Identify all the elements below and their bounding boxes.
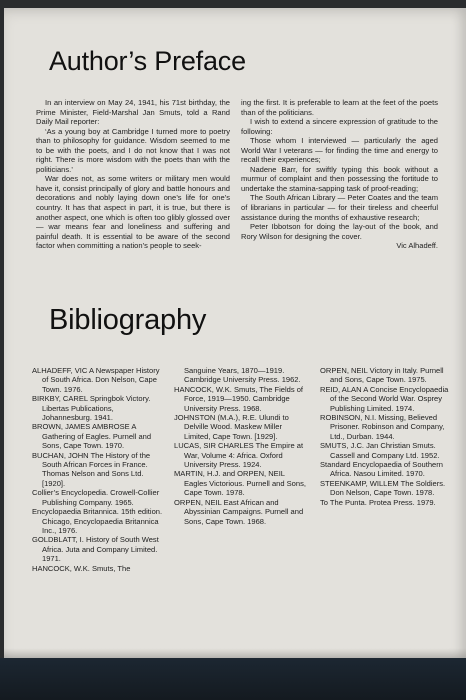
bibliography-entry: MARTIN, H.J. and ORPEN, NEIL Eagles Victorious. Purnell and Sons, Cape Town. 1978. [174,469,306,498]
preface-column-right [241,98,438,251]
bibliography-entry: ROBINSON, N.I. Missing, Believed Prisoner. Robinson and Company, Ltd., Durban. 1944. [320,413,445,441]
bibliography-entry: GOLDBLATT, I. History of South West Africa. Juta and Company Limited. 1971. [32,535,159,564]
bibliography-entry: LUCAS, SIR CHARLES The Empire at War, Volume 4: Africa. Oxford University Press. 1924. [174,441,304,470]
bibliography-entry: SMUTS, J.C. Jan Christian Smuts. Cassell and Company Ltd. 1952. [320,441,440,460]
preface-column-left [36,98,230,251]
preface-paragraph: Peter Ibbotson for doing the lay-out of the book, and Rory Wilson for designing the cover. [241,222,438,241]
author-signature: Vic Alhadeff. [396,241,438,251]
preface-paragraph: War does not, as some writers or military men would have it, consist principally of glory and battle honours and decorations and nobly laying down one’s life for one’s country. It has that aspect in part, it is true, but there is another aspect, one which is often too glibly glossed over — war means fear and loneliness and suffering and painful death. It is essential to be aware of the second factor when committing a nation’s people to seek- [36,174,230,251]
bibliography-entry: Standard Encyclopaedia of Southern Africa. Nasou Limited. 1970. [320,460,443,479]
bibliography-entry: Collier’s Encyclopedia. Crowell-Collier Publishing Company. 1965. [32,488,160,507]
bibliography-entry: BROWN, JAMES AMBROSE A Gathering of Eagles. Purnell and Sons, Cape Town. 1970. [32,422,152,451]
preface-paragraph: Nadene Barr, for swiftly typing this book without a murmur of complaint and then possessing the fortitude to undertake the stamina-sapping task of proof-reading; [241,164,438,193]
preface-paragraph: ing the first. It is preferable to learn at the feet of the poets than of the politicians. [241,98,438,117]
bibliography-entry: HANCOCK, W.K. Smuts, The Fields of Force, 1919—1950. Cambridge University Press. 1968. [174,384,304,413]
bibliography-entry: ORPEN, NEIL Victory in Italy. Purnell and Sons, Cape Town. 1975. [320,366,444,385]
bibliography-entry: JOHNSTON (M.A.), R.E. Ulundi to Delville Wood. Maskew Miller Limited, Cape Town. [1929]. [174,413,289,441]
bibliography-entry: Encyclopaedia Britannica. 15th edition. Chicago, Encyclopaedia Britannica Inc., 1976. [32,507,163,535]
bibliography-column-1 [32,366,165,573]
table-surface [0,658,466,700]
preface-paragraph: ‘As a young boy at Cambridge I turned more to poetry than to philosophy for guidance. Wisdom seemed to me to be with the poets, and I do not know that I was not right. There is more wisdom with the poets than with the politicians.’ [36,126,230,174]
preface-paragraph: In an interview on May 24, 1941, his 71st birthday, the Prime Minister, Field-Marshal Jan Smuts, told a Rand Daily Mail reporter: [36,98,230,127]
bibliography-title: Bibliography [49,304,207,336]
bibliography-entry: REID, ALAN A Concise Encyclopaedia of the Second World War. Osprey Publishing Limited. 1974. [320,384,449,413]
bibliography-entry: ALHADEFF, VIC A Newspaper History of South Africa. Don Nelson, Cape Town. 1976. [32,366,160,394]
bibliography-entry: BUCHAN, JOHN The History of the South African Forces in France. Thomas Nelson and Sons Ltd. [1920]. [32,450,151,488]
bibliography-entry: Sanguine Years, 1870—1919. Cambridge University Press. 1962. [184,366,301,385]
bibliography-entry: ORPEN, NEIL East African and Abyssinian Campaigns. Purnell and Sons, Cape Town. 1968. [174,497,304,526]
preface-paragraph: The South African Library — Peter Coates and the team of librarians in particular — for their tireless and cheerful assistance during the months of exhaustive research; [241,193,438,222]
preface-paragraph: I wish to extend a sincere expression of gratitude to the following: [241,117,438,136]
bibliography-entry: BIRKBY, CAREL Springbok Victory. Libertas Publications, Johannesburg. 1941. [32,394,151,423]
preface-title: Author’s Preface [49,46,246,76]
book-page [4,8,466,658]
bibliography-entry: To The Punta. Protea Press. 1979. [320,497,436,507]
preface-paragraph: Those whom I interviewed — particularly the aged World War I veterans — for finding the time and energy to recall their experiences; [241,136,438,165]
bibliography-column-3 [320,366,453,507]
bibliography-column-2 [174,366,306,526]
bibliography-entry: HANCOCK, W.K. Smuts, The [32,563,131,573]
bibliography-entry: STEENKAMP, WILLEM The Soldiers. Don Nelson, Cape Town. 1978. [320,478,446,498]
